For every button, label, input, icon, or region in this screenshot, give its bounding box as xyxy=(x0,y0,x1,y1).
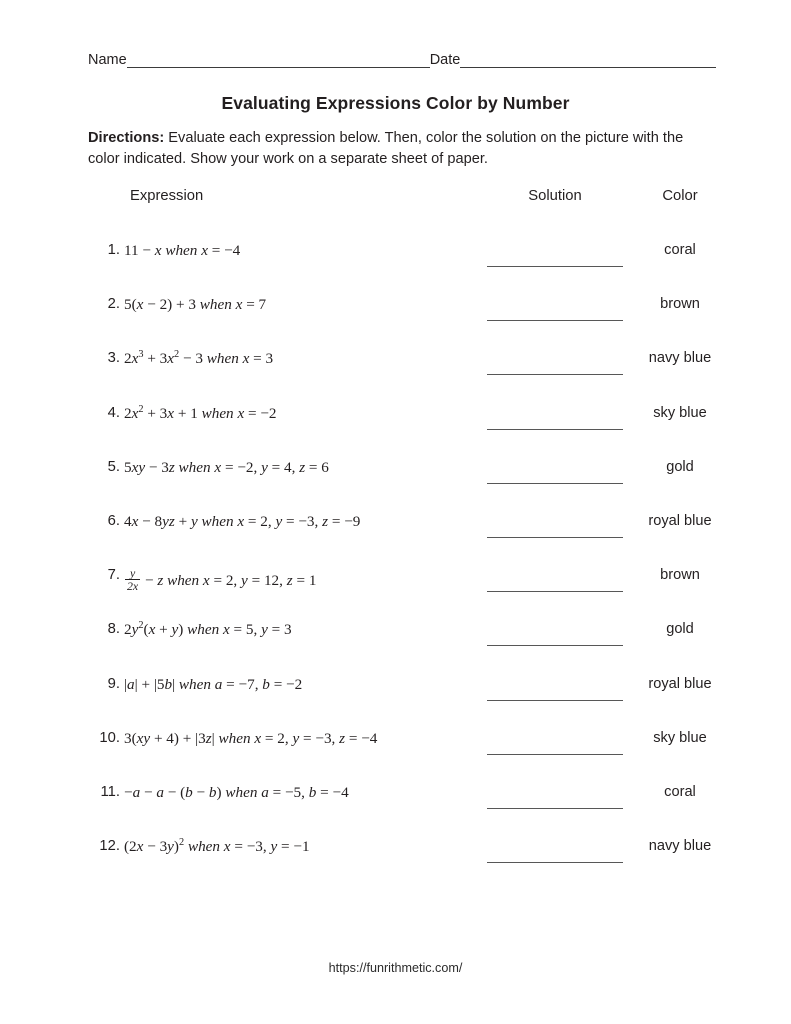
problem-number: 2. xyxy=(107,296,120,313)
problem-expression: $(2x - 3y)^2$ when x = −3, y = −1 xyxy=(124,837,310,856)
solution-blank[interactable] xyxy=(487,862,623,863)
solution-blank[interactable] xyxy=(487,429,623,430)
problem-number: 12. xyxy=(99,838,120,855)
problem-number: 8. xyxy=(107,621,120,638)
problem-number: 1. xyxy=(107,242,120,258)
problem-number: 3. xyxy=(107,350,120,367)
problem-row xyxy=(0,507,791,561)
problem-row xyxy=(0,236,791,290)
fraction-numerator: y xyxy=(129,566,136,581)
name-date-header xyxy=(88,46,696,68)
solution-blank[interactable] xyxy=(487,374,623,375)
problem-row xyxy=(0,561,791,615)
problem-row xyxy=(0,670,791,724)
problem-color: brown xyxy=(660,296,700,313)
problem-list xyxy=(0,236,791,886)
problem-color: brown xyxy=(660,567,700,584)
problem-color: gold xyxy=(666,458,694,475)
problem-row xyxy=(0,344,791,398)
solution-blank[interactable] xyxy=(487,591,623,592)
problem-row xyxy=(0,615,791,669)
problem-row xyxy=(0,724,791,778)
footer-url[interactable]: https://funrithmetic.com/ xyxy=(328,961,463,975)
solution-blank[interactable] xyxy=(487,645,623,646)
problem-row xyxy=(0,399,791,453)
solution-blank[interactable] xyxy=(487,266,623,267)
problem-number: 5. xyxy=(107,458,120,475)
problem-expression: 11 − x when x = −4 xyxy=(124,242,241,259)
problem-number: 4. xyxy=(107,404,120,421)
directions-text: Evaluate each expression below. Then, color the solution on the picture with the color indicated. Show your work on a separate sheet of paper. xyxy=(88,130,684,167)
problem-color: navy blue xyxy=(648,350,712,367)
name-label: Name xyxy=(88,51,127,68)
problem-expression: |a| + |5b| when a = −7, b = −2 xyxy=(124,675,303,693)
solution-blank[interactable] xyxy=(487,483,623,484)
problem-expression: $\frac{y}{2x}$ − z when x = 2, y = 12, z = 1 xyxy=(127,566,317,594)
problem-color: coral xyxy=(664,242,696,258)
column-header-expression: Expression xyxy=(130,188,204,204)
problem-color: sky blue xyxy=(653,404,707,421)
problem-number: 7. xyxy=(107,567,120,584)
column-header-color: Color xyxy=(662,188,698,204)
date-label: Date xyxy=(429,51,461,68)
problem-color: royal blue xyxy=(648,675,712,692)
column-header-solution: Solution xyxy=(528,188,582,204)
problem-number: 10. xyxy=(99,729,120,746)
name-write-line[interactable] xyxy=(127,54,430,68)
solution-blank[interactable] xyxy=(487,808,623,809)
fraction-denominator: 2x xyxy=(127,579,139,594)
problem-expression: 5xy − 3z when x = −2, y = 4, z = 6 xyxy=(124,458,329,476)
problem-color: sky blue xyxy=(653,729,707,746)
problem-color: coral xyxy=(664,783,696,800)
directions-paragraph xyxy=(88,128,688,169)
problem-color: royal blue xyxy=(648,512,712,529)
problem-color: navy blue xyxy=(648,838,712,855)
fraction-y-over-2x xyxy=(125,567,140,592)
problem-expression: $2y^2(x + y)$ when x = 5, y = 3 xyxy=(124,620,292,639)
problem-number: 6. xyxy=(107,512,120,529)
problem-expression: 4x − 8yz + y when x = 2, y = −3, z = −9 xyxy=(124,512,361,530)
problem-row xyxy=(0,778,791,832)
problem-expression: 3(xy + 4) + |3z| when x = 2, y = −3, z = −4 xyxy=(124,729,378,747)
problem-row xyxy=(0,832,791,886)
solution-blank[interactable] xyxy=(487,320,623,321)
problem-color: gold xyxy=(666,621,694,638)
problem-row xyxy=(0,453,791,507)
solution-blank[interactable] xyxy=(487,537,623,538)
problem-expression: $2x^3 + 3x^2 - 3$ when x = 3 xyxy=(124,349,274,368)
problem-row xyxy=(0,290,791,344)
problem-expression: 5(x − 2) + 3 when x = 7 xyxy=(124,296,267,314)
solution-blank[interactable] xyxy=(487,700,623,701)
solution-blank[interactable] xyxy=(487,754,623,755)
page-title: Evaluating Expressions Color by Number xyxy=(221,93,570,113)
problem-expression: $2x^2 + 3x + 1$ when x = −2 xyxy=(124,403,277,422)
problem-expression: −a − a − (b − b) when a = −5, b = −4 xyxy=(124,783,349,801)
problem-number: 11. xyxy=(100,783,120,800)
date-write-line[interactable] xyxy=(460,54,716,68)
problem-number: 9. xyxy=(107,675,120,692)
directions-label: Directions: xyxy=(88,130,165,146)
